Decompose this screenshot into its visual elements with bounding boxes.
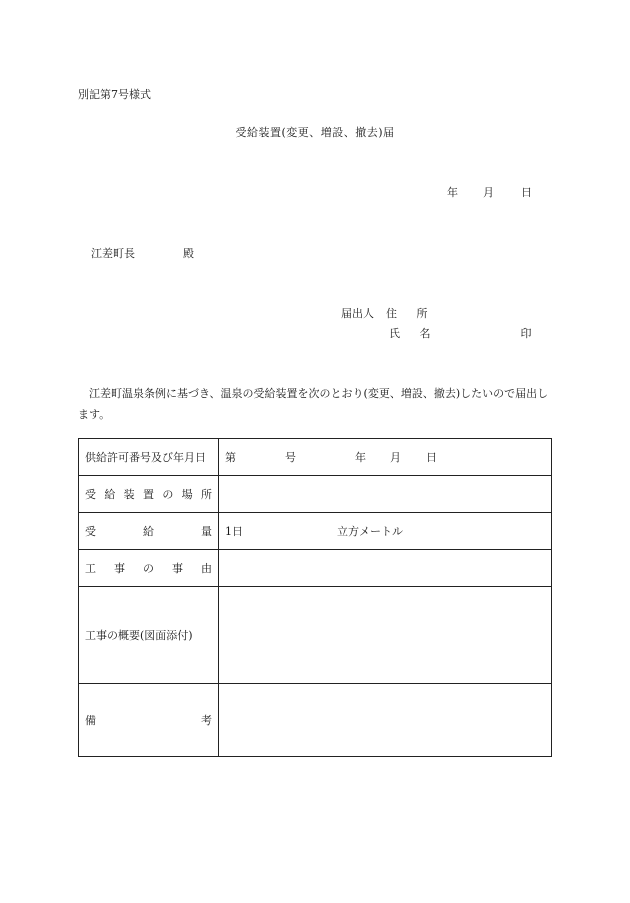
permit-year: 年 (355, 451, 366, 464)
form-reference: 別記第7号様式 (78, 88, 151, 101)
location-value[interactable] (219, 476, 552, 513)
address-label: 住 所 (386, 307, 436, 320)
addressee (91, 245, 194, 261)
table-row (79, 513, 552, 550)
supply-amount-label (79, 513, 219, 550)
date-day-label: 日 (521, 186, 532, 199)
remarks-value[interactable] (219, 684, 552, 757)
applicant-label: 届出人 (341, 307, 374, 320)
permit-go: 号 (285, 451, 296, 464)
supply-label-right: 量 (201, 525, 212, 538)
date-line (447, 184, 532, 200)
supply-unit: 立方メートル (337, 525, 403, 538)
permit-value[interactable] (219, 439, 552, 476)
reason-value[interactable] (219, 550, 552, 587)
table-row (79, 476, 552, 513)
addressee-honorific: 殿 (183, 247, 194, 260)
body-text: 江差町温泉条例に基づき、温泉の受給装置を次のとおり(変更、増設、撤去)したいので届出します。 (78, 387, 549, 421)
remarks-label-right: 考 (201, 714, 212, 727)
permit-month: 月 (390, 451, 401, 464)
table-row (79, 550, 552, 587)
form-table (78, 438, 552, 757)
permit-label: 供給許可番号及び年月日 (79, 439, 219, 476)
location-label: 受給装置の場所 (79, 476, 219, 513)
applicant-name-line (389, 325, 532, 341)
seal-mark: 印 (520, 327, 532, 340)
document-title: 受給装置(変更、増設、撤去)届 (235, 126, 395, 139)
remarks-label (79, 684, 219, 757)
name-label: 氏 名 (389, 327, 439, 340)
applicant-address-line (341, 305, 436, 321)
table-row (79, 587, 552, 684)
supply-amount-value[interactable] (219, 513, 552, 550)
date-year-label: 年 (447, 186, 458, 199)
supply-label-mid: 給 (143, 525, 154, 538)
supply-per-day: 1日 (225, 525, 243, 538)
summary-value[interactable] (219, 587, 552, 684)
reason-label: 工事の事由 (79, 550, 219, 587)
remarks-label-left: 備 (85, 714, 96, 727)
summary-label: 工事の概要(図面添付) (79, 587, 219, 684)
permit-dai: 第 (225, 451, 236, 464)
permit-day: 日 (426, 451, 437, 464)
table-row (79, 439, 552, 476)
supply-label-left: 受 (85, 525, 96, 538)
table-row (79, 684, 552, 757)
date-month-label: 月 (483, 186, 494, 199)
addressee-name: 江差町長 (91, 247, 135, 260)
